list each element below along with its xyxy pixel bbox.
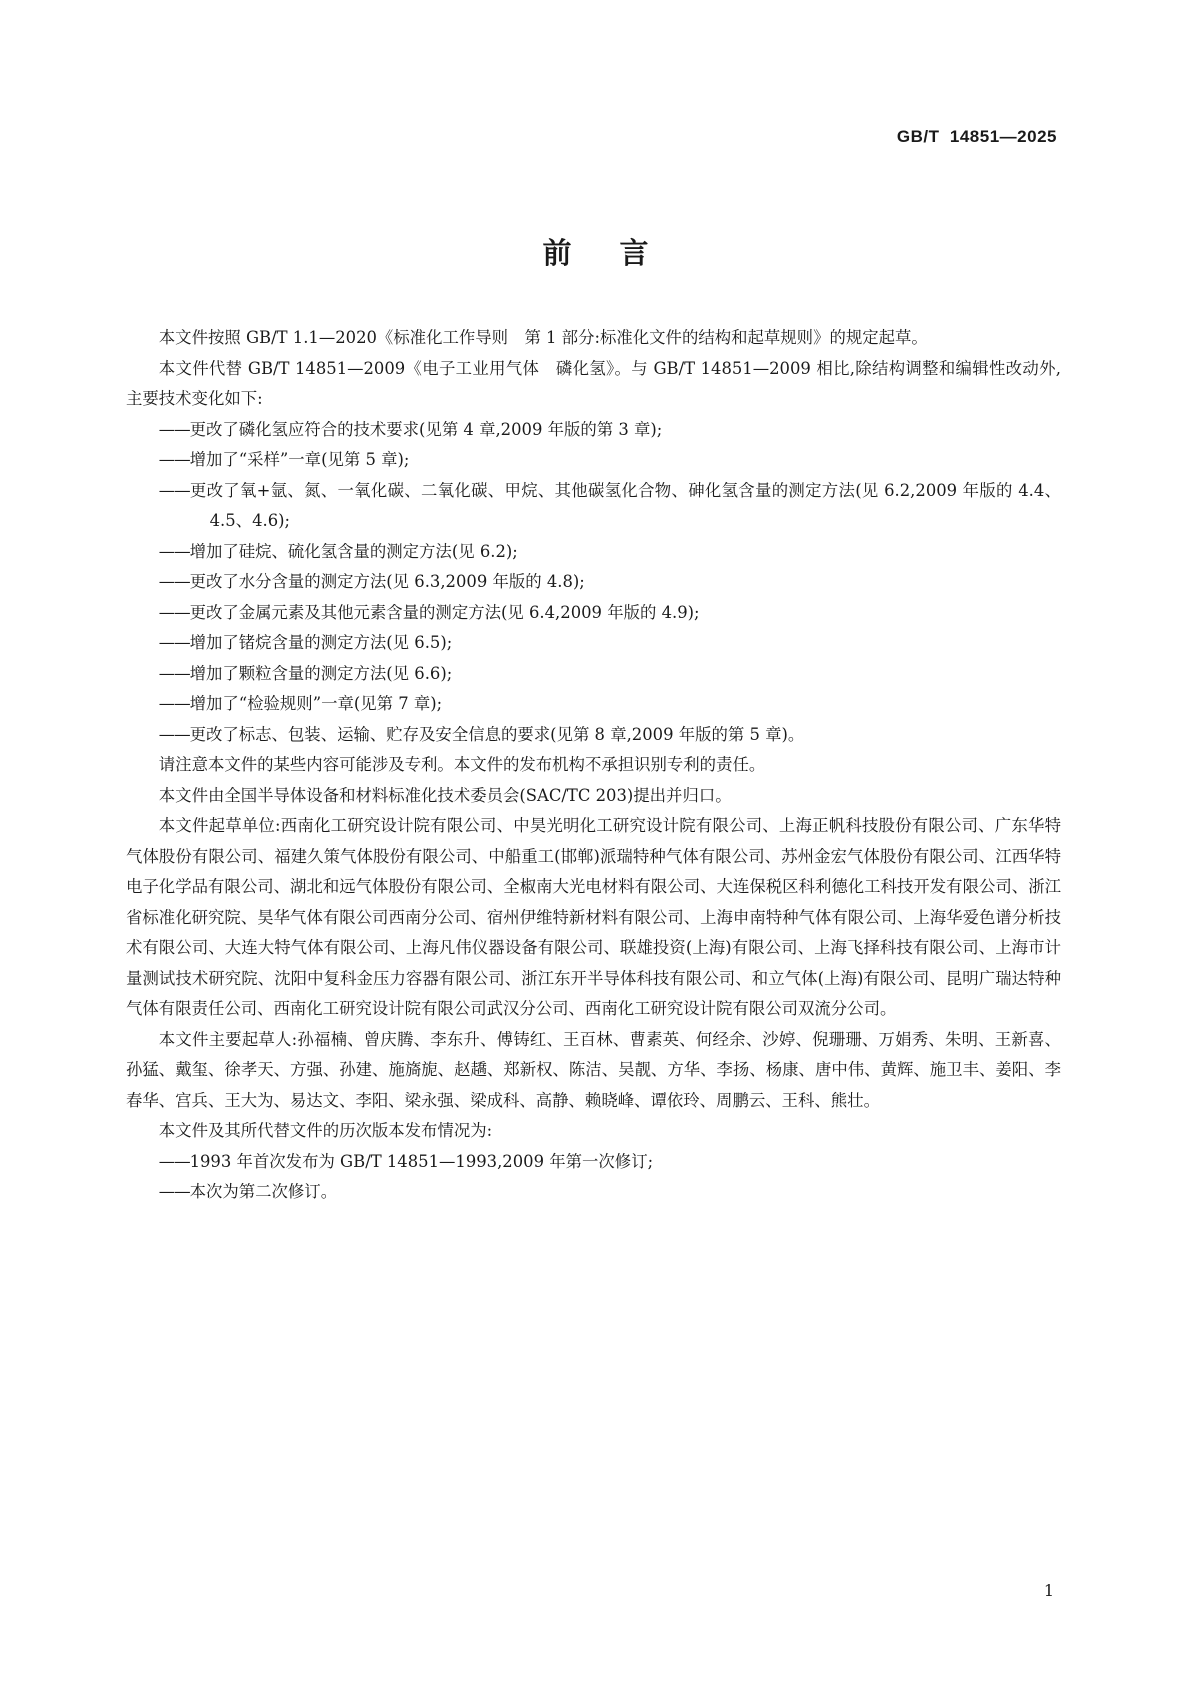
dash-marker: —— [158, 541, 190, 561]
paragraph [126, 1116, 1061, 1147]
dash-marker: —— [158, 419, 190, 439]
standard-number: GB/T 14851—2025 [896, 127, 1057, 146]
dash-marker: —— [158, 694, 190, 713]
page-title: 前言 [542, 236, 697, 270]
paragraph-text: 本文件由全国半导体设备和材料标准化技术委员会(SAC/TC 203)提出并归口。 [158, 785, 732, 805]
list-item-text: 更改了金属元素及其他元素含量的测定方法(见 6.4,2009 年版的 4.9); [189, 602, 700, 622]
list-item-text: 增加了颗粒含量的测定方法(见 6.6); [189, 663, 453, 683]
dash-marker: —— [158, 1182, 190, 1201]
list-item [126, 445, 1061, 476]
list-item-text: 更改了标志、包装、运输、贮存及安全信息的要求(见第 8 章,2009 年版的第 5 章)。 [189, 724, 805, 744]
paragraph-text: 本文件代替 GB/T 14851—2009《电子工业用气体 磷化氢》。与 GB/T 14851—2009 相比,除结构调整和编辑性改动外,主要技术变化如下: [126, 358, 1061, 408]
paragraph-text: 本文件起草单位:西南化工研究设计院有限公司、中昊光明化工研究设计院有限公司、上海正帆科技股份有限公司、广东华特气体股份有限公司、福建久策气体股份有限公司、中船重工(邯郸)派瑞特种气体有限公司、苏州金宏气体股份有限公司、江西华特电子化学品有限公司、湖北和远气体股份有限公司、全椒南大光电材料有限公司、大连保税区科利德化工科技开发有限公司、浙江省标准化研究院、昊华气体有限公司西南分公司、宿州伊维特新材料有限公司、上海申南特种气体有限公司、上海华爱色谱分析技术有限公司、大连大特气体有限公司、上海凡伟仪器设备有限公司、联雄投资(上海)有限公司、上海飞择科技有限公司、上海市计量测试技术研究院、沈阳中复科金压力容器有限公司、浙江东开半导体科技有限公司、和立气体(上海)有限公司、昆明广瑞达特种气体有限责任公司、西南化工研究设计院有限公司武汉分公司、西南化工研究设计院有限公司双流分公司。 [126, 816, 1061, 1018]
list-item [126, 1147, 1061, 1178]
paragraph [126, 1025, 1061, 1117]
paragraph [126, 781, 1061, 812]
dash-marker: —— [158, 450, 190, 469]
list-item [126, 598, 1061, 629]
paragraph-text: 本文件按照 GB/T 1.1—2020《标准化工作导则 第 1 部分:标准化文件的结构和起草规则》的规定起草。 [158, 328, 928, 347]
list-item-text: 1993 年首次发布为 GB/T 14851—1993,2009 年第一次修订; [189, 1151, 654, 1171]
paragraph [126, 354, 1061, 415]
paragraph [126, 750, 1061, 781]
paragraph [126, 811, 1061, 1025]
list-item-text: 增加了“采样”一章(见第 5 章); [189, 450, 410, 469]
dash-marker: —— [158, 602, 190, 622]
list-item-text: 增加了“检验规则”一章(见第 7 章); [189, 694, 443, 713]
document-body [126, 323, 1061, 1208]
list-item [126, 476, 1061, 537]
dash-marker: —— [158, 724, 190, 744]
list-item-text: 增加了锗烷含量的测定方法(见 6.5); [189, 633, 453, 652]
list-item [126, 628, 1061, 659]
list-item [126, 689, 1061, 720]
paragraph [126, 323, 1061, 354]
list-item [126, 720, 1061, 751]
list-item [126, 415, 1061, 446]
dash-marker: —— [158, 572, 190, 591]
list-item-text: 本次为第二次修订。 [189, 1182, 338, 1201]
list-item-text: 更改了磷化氢应符合的技术要求(见第 4 章,2009 年版的第 3 章); [189, 419, 663, 439]
list-item [126, 1177, 1061, 1208]
list-item [126, 537, 1061, 568]
page-number: 1 [1043, 1581, 1054, 1600]
list-item [126, 567, 1061, 598]
dash-marker: —— [158, 633, 190, 652]
list-item-text: 增加了硅烷、硫化氢含量的测定方法(见 6.2); [189, 541, 518, 561]
dash-marker: —— [158, 1151, 190, 1171]
dash-marker: —— [158, 663, 190, 683]
paragraph-text: 本文件主要起草人:孙福楠、曾庆腾、李东升、傅铸红、王百林、曹素英、何经余、沙婷、倪珊珊、万娟秀、朱明、王新喜、孙猛、戴玺、徐孝天、方强、孙建、施旖旎、赵趫、郑新权、陈洁、吴靓、方华、李扬、杨康、唐中伟、黄辉、施卫丰、姜阳、李春华、宫兵、王大为、易达文、李阳、梁永强、梁成科、高静、赖晓峰、谭依玲、周鹏云、王科、熊壮。 [126, 1029, 1061, 1110]
paragraph-text: 请注意本文件的某些内容可能涉及专利。本文件的发布机构不承担识别专利的责任。 [158, 755, 766, 774]
paragraph-text: 本文件及其所代替文件的历次版本发布情况为: [158, 1121, 493, 1140]
list-item-text: 更改了水分含量的测定方法(见 6.3,2009 年版的 4.8); [189, 572, 585, 591]
list-item-text: 更改了氧+氩、氮、一氧化碳、二氧化碳、甲烷、其他碳氢化合物、砷化氢含量的测定方法(见 6.2,2009 年版的 4.4、4.5、4.6); [189, 480, 1061, 530]
dash-marker: —— [158, 480, 190, 500]
list-item [126, 659, 1061, 690]
